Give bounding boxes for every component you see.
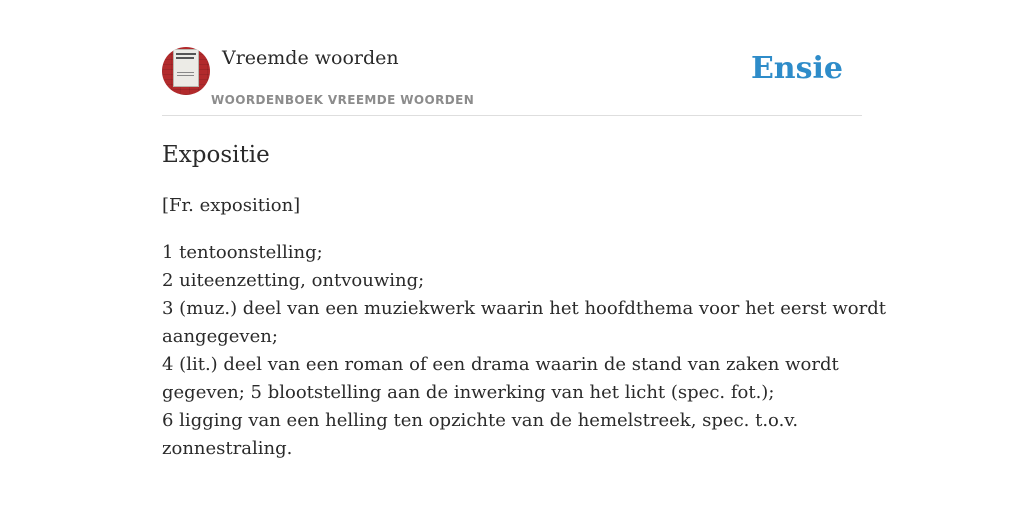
entry-headword: Expositie (162, 142, 270, 168)
definition-line: gegeven; 5 blootstelling aan de inwerking van het licht (spec. fot.); (162, 382, 775, 403)
definition-line: 1 tentoonstelling; (162, 242, 323, 263)
entry-etymology: [Fr. exposition] (162, 195, 301, 216)
definition-line: 2 uiteenzetting, ontvouwing; (162, 270, 425, 291)
definition-line: zonnestraling. (162, 438, 293, 459)
dictionary-subtitle: WOORDENBOEK VREEMDE WOORDEN (211, 93, 475, 107)
definition-line: 3 (muz.) deel van een muziekwerk waarin het hoofdthema voor het eerst wordt (162, 298, 886, 319)
page (162, 0, 886, 512)
book-cover-icon (173, 49, 199, 87)
entry-definitions (162, 239, 886, 463)
definition-line: 4 (lit.) deel van een roman of een drama waarin de stand van zaken wordt (162, 354, 839, 375)
definition-line: 6 ligging van een helling ten opzichte van de hemelstreek, spec. t.o.v. (162, 410, 799, 431)
header (162, 0, 862, 116)
definition-line: aangegeven; (162, 326, 278, 347)
dictionary-avatar[interactable] (162, 47, 210, 95)
ensie-logo-link[interactable]: Ensie (750, 51, 843, 86)
dictionary-name-link[interactable]: Vreemde woorden (222, 47, 399, 69)
